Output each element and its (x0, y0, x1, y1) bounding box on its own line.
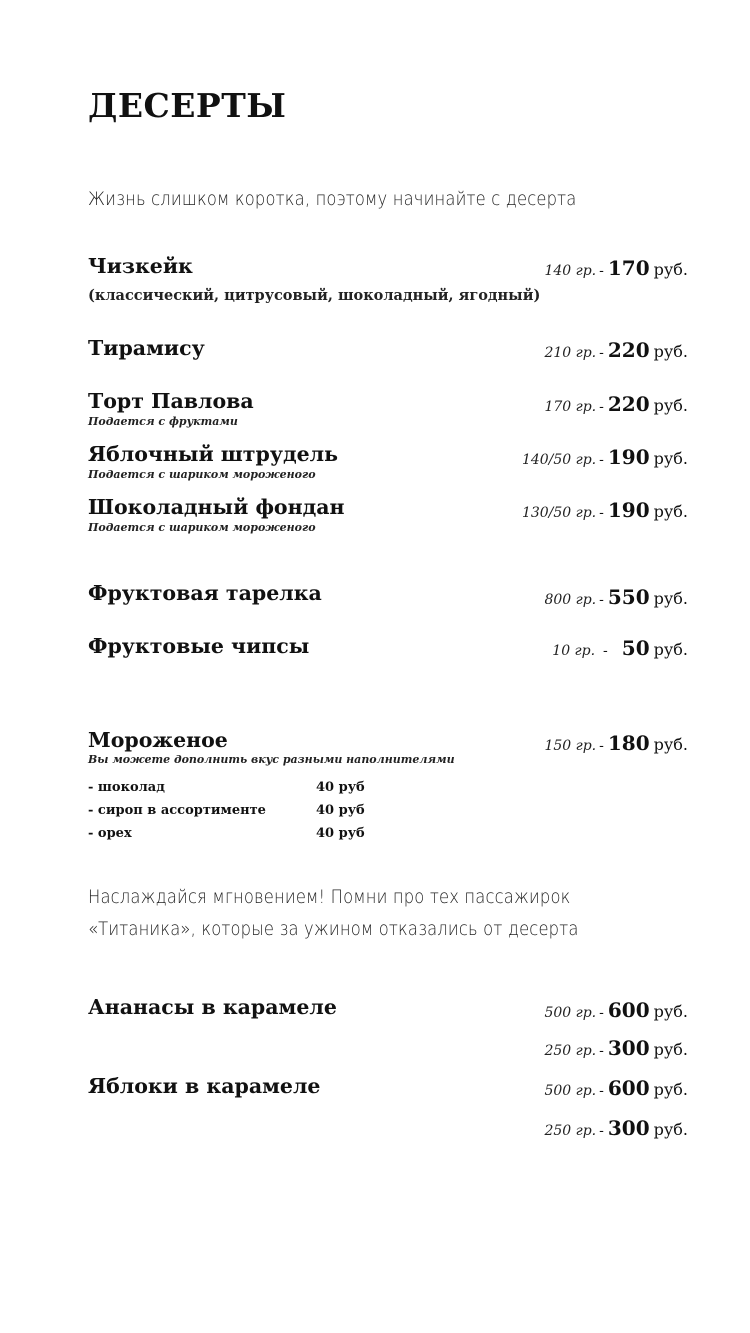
menu-item-name: Шоколадный фондан (88, 495, 345, 519)
weight: 10 гр. (552, 643, 596, 659)
menu-item-price (552, 636, 688, 660)
menu-item-note: Подается с шариком мороженого (88, 468, 316, 481)
menu-item-price (544, 585, 688, 609)
quote-line: «Титаника», которые за ужином отказались от десерта (88, 918, 579, 940)
menu-item-note: Подается с фруктами (88, 415, 238, 428)
menu-item-note: (классический, цитрусовый, шоколадный, ягодный) (88, 287, 541, 304)
currency: руб. (653, 260, 688, 279)
menu-item-price (544, 1076, 688, 1100)
addon-price: 40 руб (316, 826, 365, 841)
price-value: 220 (607, 338, 650, 362)
tagline: Жизнь слишком коротка, поэтому начинайте с десерта (88, 188, 577, 210)
currency: руб. (653, 449, 688, 468)
separator: - (599, 592, 604, 608)
weight: 150 гр. (544, 738, 597, 754)
weight: 130/50 гр. (521, 505, 597, 521)
price-value: 50 (621, 636, 650, 660)
quote-line: Наслаждайся мгновением! Помни про тех пассажирок (88, 886, 571, 908)
weight: 500 гр. (544, 1005, 597, 1021)
separator: - (599, 1005, 604, 1021)
menu-item-name: Яблоки в карамеле (88, 1074, 321, 1098)
menu-item-price (544, 256, 688, 280)
price-value: 190 (607, 445, 650, 469)
currency: руб. (653, 1080, 688, 1099)
currency: руб. (653, 735, 688, 754)
menu-item-price (544, 1116, 688, 1140)
menu-item-note: Вы можете дополнить вкус разными наполнителями (88, 753, 455, 766)
currency: руб. (653, 342, 688, 361)
separator: - (599, 505, 604, 521)
currency: руб. (653, 589, 688, 608)
currency: руб. (653, 1040, 688, 1059)
price-value: 190 (607, 498, 650, 522)
page-title: ДЕСЕРТЫ (88, 86, 287, 125)
menu-item-price (544, 1036, 688, 1060)
currency: руб. (653, 396, 688, 415)
weight: 250 гр. (544, 1123, 597, 1139)
weight: 210 гр. (544, 345, 597, 361)
addon-price: 40 руб (316, 803, 365, 818)
price-value: 600 (607, 998, 650, 1022)
menu-item-price (544, 392, 688, 416)
separator: - (599, 399, 604, 415)
addon-price: 40 руб (316, 780, 365, 795)
weight: 170 гр. (544, 399, 597, 415)
menu-item-name: Ананасы в карамеле (88, 995, 337, 1019)
price-value: 300 (607, 1116, 650, 1140)
weight: 250 гр. (544, 1043, 597, 1059)
currency: руб. (653, 640, 688, 659)
separator: - (599, 1123, 604, 1139)
menu-item-name: Фруктовые чипсы (88, 634, 310, 658)
menu-item-price (544, 998, 688, 1022)
separator: - (599, 452, 604, 468)
addon-name: - шоколад (88, 780, 165, 795)
menu-item-price (522, 445, 688, 469)
separator: - (599, 1083, 604, 1099)
currency: руб. (653, 1120, 688, 1139)
menu-item-name: Фруктовая тарелка (88, 581, 322, 605)
menu-item-name: Яблочный штрудель (88, 442, 339, 466)
price-value: 220 (607, 392, 650, 416)
separator: - (599, 345, 604, 361)
currency: руб. (653, 502, 688, 521)
price-value: 300 (607, 1036, 650, 1060)
addon-name: - сироп в ассортименте (88, 803, 266, 818)
menu-item-name: Чизкейк (88, 254, 193, 278)
currency: руб. (653, 1002, 688, 1021)
separator: - (599, 1043, 604, 1059)
weight: 500 гр. (544, 1083, 597, 1099)
separator: - (599, 738, 604, 754)
menu-item-name: Торт Павлова (88, 389, 254, 413)
menu-item-price (544, 338, 688, 362)
weight: 800 гр. (544, 592, 597, 608)
price-value: 180 (607, 731, 650, 755)
weight: 140/50 гр. (521, 452, 597, 468)
menu-item-name: Тирамису (88, 336, 205, 360)
menu-item-price (544, 731, 688, 755)
menu-item-note: Подается с шариком мороженого (88, 521, 316, 534)
separator: - (599, 263, 604, 279)
separator: - (603, 643, 608, 659)
price-value: 550 (607, 585, 650, 609)
menu-item-price (522, 498, 688, 522)
price-value: 600 (607, 1076, 650, 1100)
price-value: 170 (607, 256, 650, 280)
weight: 140 гр. (544, 263, 597, 279)
menu-item-name: Мороженое (88, 728, 228, 752)
addon-name: - орех (88, 826, 132, 841)
